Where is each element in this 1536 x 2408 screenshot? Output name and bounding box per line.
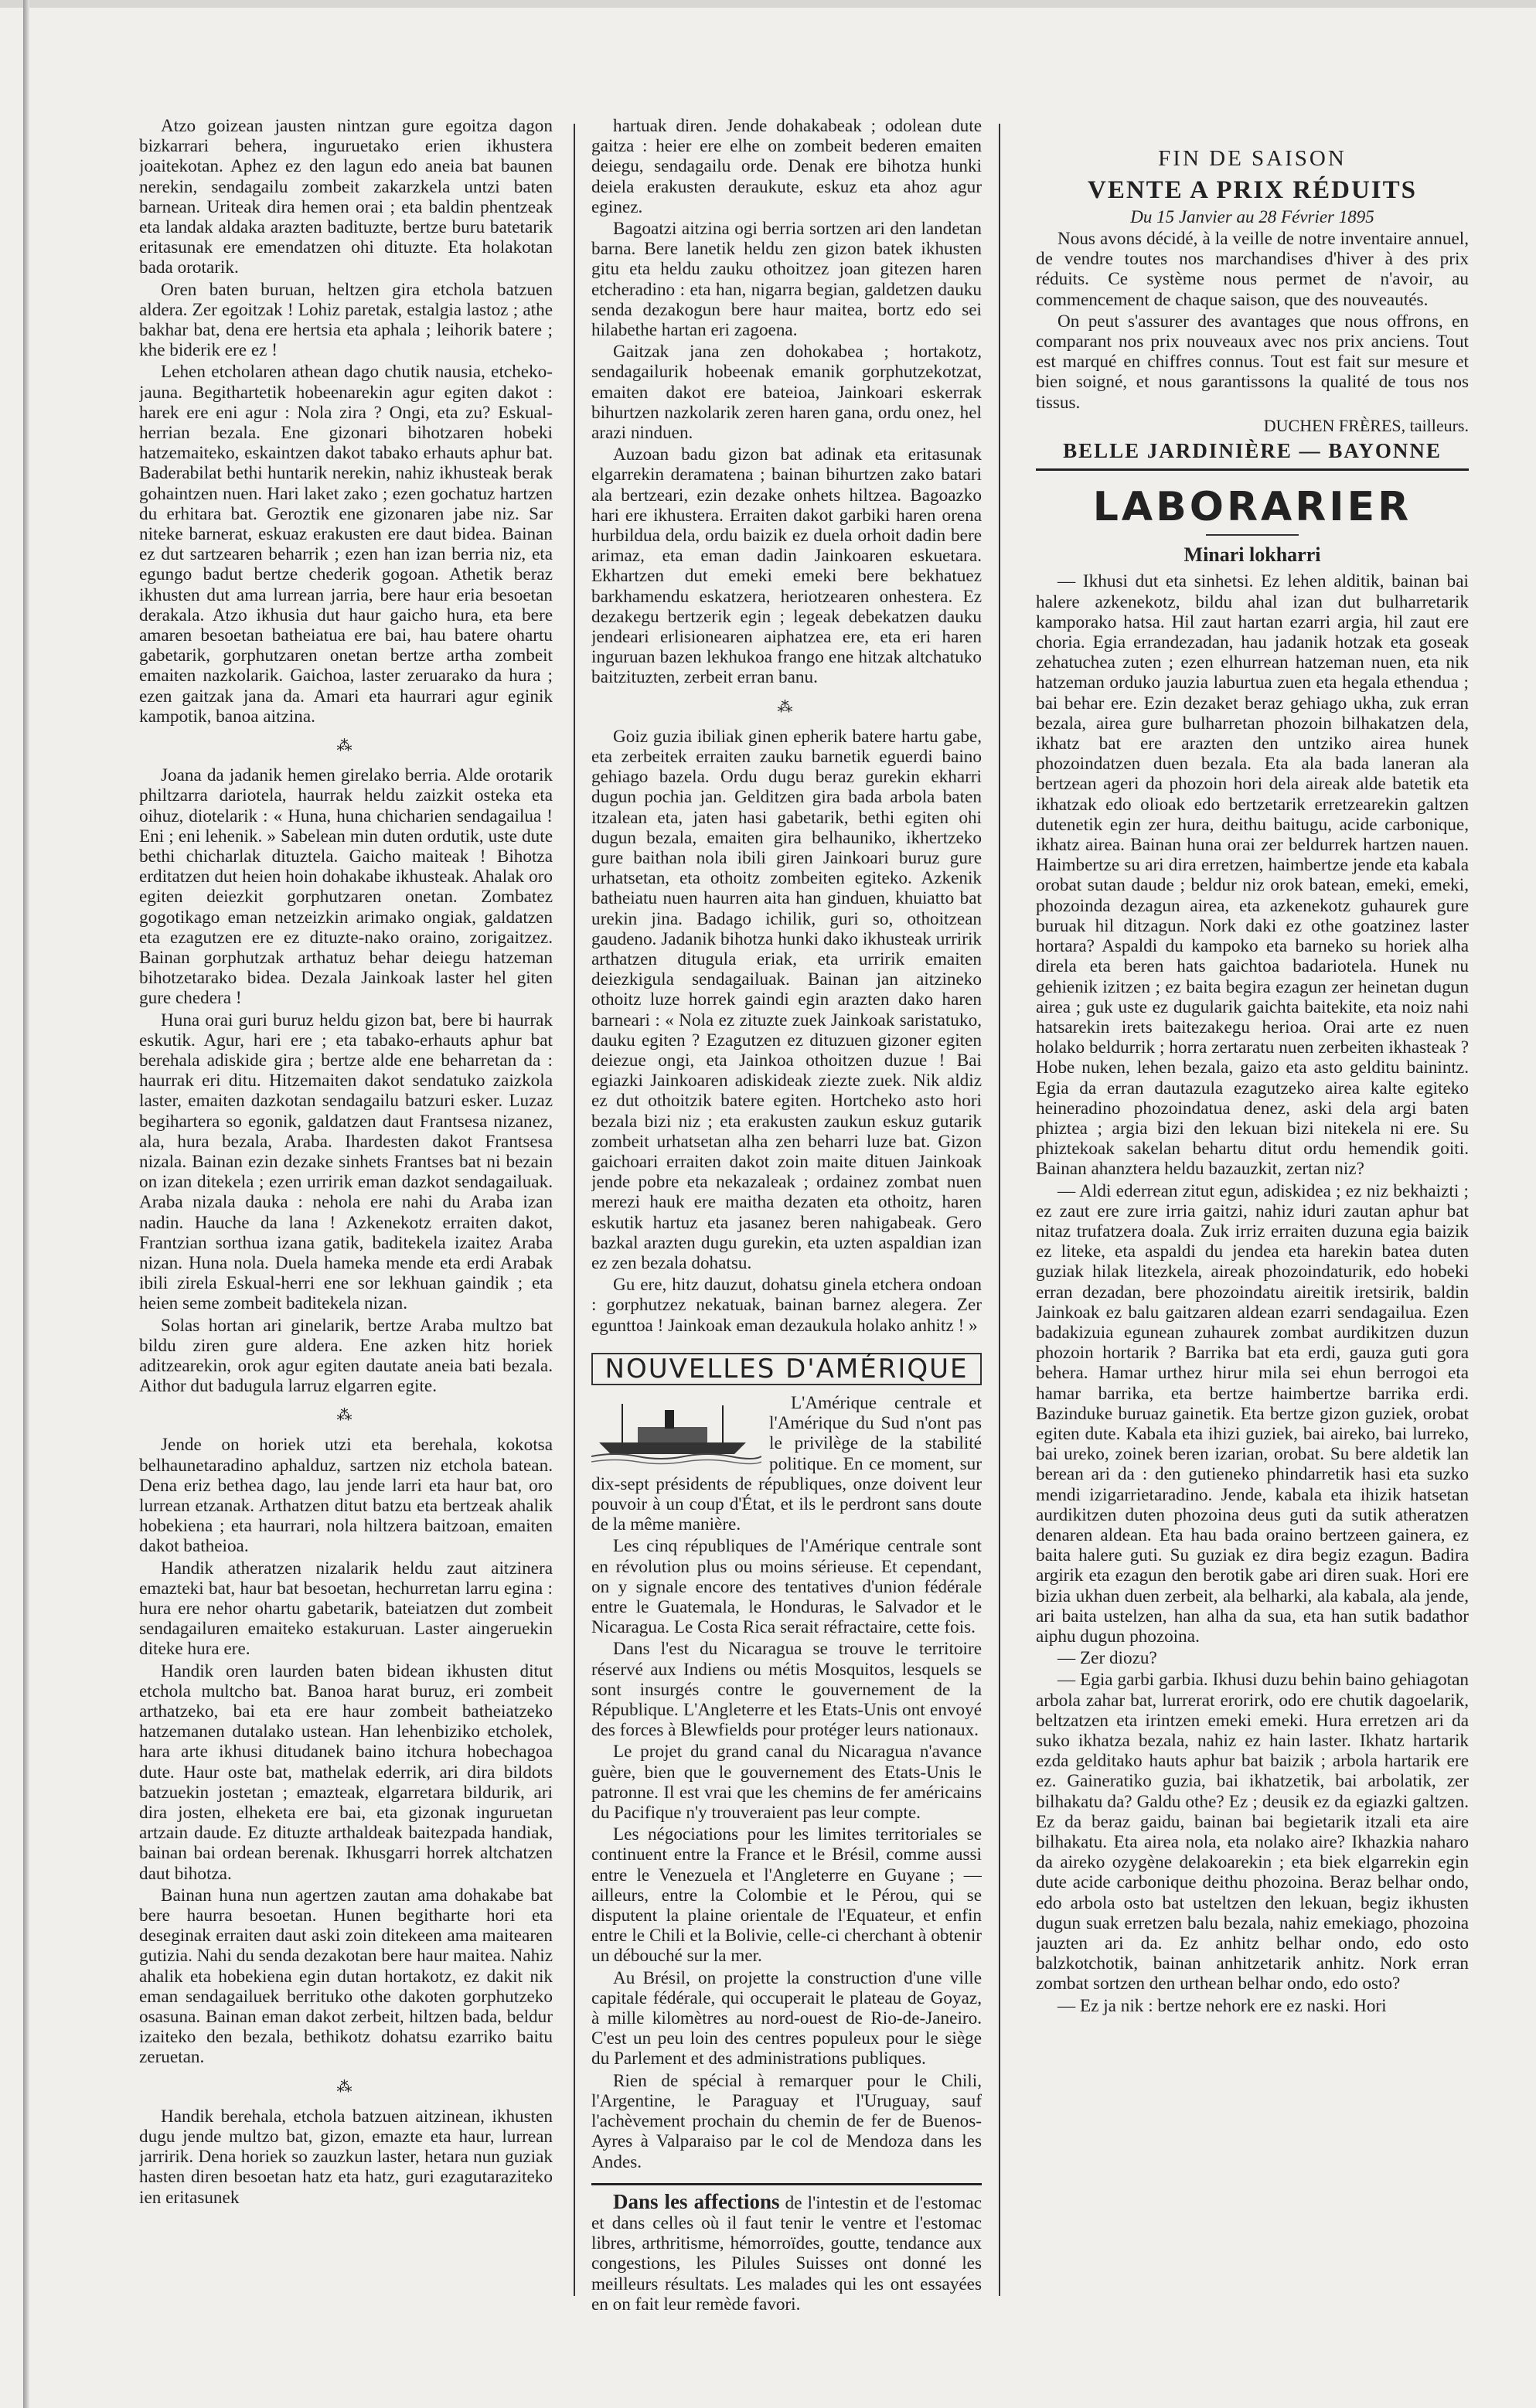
section-separator: ⁂ — [336, 2078, 356, 2096]
ad-paragraph: Nous avons décidé, à la veille de notre inventaire annuel, de vendre toutes nos marchandises d'hiver à des prix réduits. Ce système nous permet de n'avoir, au commencement de chaque saison, que des nouveautés. — [1036, 229, 1469, 310]
section-bar — [591, 2183, 982, 2185]
paragraph: Handik berehala, etchola batzuen aitzinean, ikhusten dugu jende multzo bat, gizon, emazte eta haur, lurrean jarririk. Dena horiek so zauzkun laster, hetara nun guziak hasten diren besoetan hatz eta hatz, guri ezagutaraziteko ien eritasunek — [139, 2106, 553, 2208]
ad-dates: Du 15 Janvier au 28 Février 1895 — [1130, 207, 1374, 226]
section-separator: ⁂ — [336, 737, 356, 755]
paragraph: Au Brésil, on projette la construction d'une ville capitale fédérale, qui occuperait le plateau de Goyaz, à mille kilomètres au nord-ouest de Rio-de-Janeiro. C'est un peu loin des centres populeux pour le siège du Parlement et des administrations publiques. — [591, 1967, 982, 2069]
paragraph: Bagoatzi aitzina ogi berria sortzen ari den landetan barna. Bere lanetik heldu zen gizon batek ikhusten gitu eta heldu zauku othoitzez joan gitezen haren etcheradino : eta han, nigarra begian, galdetzen dauku senda dezakogun bere haur maitea, bortz edo sei hilabethe hartan eri zagoena. — [591, 219, 982, 341]
affections-title: Dans les affections — [613, 2189, 780, 2213]
article-subtitle: Minari lokharri — [1184, 543, 1321, 567]
paragraph: Dans l'est du Nicaragua se trouve le territoire réservé aux Indiens ou métis Mosquitos, lesquels se sont insurgés contre le gouvernement de la République. L'Angleterre et les Etats-Unis ont envoyé des forces à Blewfields pour protéger leurs nationaux. — [591, 1639, 982, 1741]
paragraph: Le projet du grand canal du Nicaragua n'avance guère, bien que le gouvernement des Etats-Unis le patronne. Il est vrai que les chemins de fer américains du Pacifique n'y trouveraient pas leur compte. — [591, 1742, 982, 1824]
steamship-illustration — [591, 1396, 761, 1466]
paragraph: Atzo goizean jausten nintzan gure egoitza dagon bizkarrari behera, inguruetako erien ikhustera joaitekotan. Aphez ez den lagun edo aneia bat baunen nerekin, sendagailu zombeit zakarzkela untzi baten barnean. Uriteak dira hemen orai ; eta baldin phentzeak eta landak aldaka arazten badituzte, bertze buru batetarik eritasunak ere emendatzen ohi dituzte. Eta holakotan bada orotarik. — [139, 116, 553, 278]
ad-signature: DUCHEN FRÈRES, tailleurs. — [1263, 415, 1469, 435]
paragraph: hartuak diren. Jende dohakabeak ; odolean dute gaitza : heier ere elhe on zombeit bederen emaiten deiegu, sendagailu orde. Denak ere bihotza hunki deiela erakusten deraukute, eskuz eta ahoz agur eginez. — [591, 116, 982, 217]
paragraph: — Egia garbi garbia. Ikhusi duzu behin baino gehiagotan arbola zahar bat, lurrerat erorirk, odo ere chutik dagoelarik, beltzatzen eta irintzen emeki emeki. Hura erretzen ari da suko ikhatza bezala, nahiz ez hain laster. Ikhatz hartarik ezda gelditako hauts aphur bat baizik ; arbola hartarik ere ez. Gaineratiko guzia, bai ikhatzetik, bai arbolatik, zer bilhakatu da? Galdu othe? Ez ; deusik ez da egiazki galtzen. Ez da beraz gaidu, bainan bai begietarik itzali eta aire bilhakatu. Eta airea nola, eta nolako aire? Ikhazkia naharo da aireko ozygène delakoarekin ; eta biek elgarrekin egin dute acide carbonique deithu phozoina. Beraz belhar ondo, edo arbola osto bat usteltzen den lekuan, begiz ikhusten dugun suak erretzen balu bezala, nahiz emekiago, phozoina jauzten ari da. Ez anhitz belhar ondo, edo osto balzkotchotik, bainan anhitzetarik anhitz. Nork erran zombat sortzen den urthean belhar ondo, edo osto? — [1036, 1670, 1469, 1994]
page-top-edge — [0, 0, 1536, 8]
paragraph: Les négociations pour les limites territoriales se continuent entre la France et le Brésil, comme aussi entre le Venezuela et l'Angleterre en Guyane ; — ailleurs, entre la Colombie et le Pérou, qui se disputent la plaine orientale de l'Equateur, et enfin entre le Chili et la Bolivie, celle-ci cherchant à obtenir un débouché sur la mer. — [591, 1824, 982, 1967]
column-rule-1 — [574, 124, 575, 2296]
paragraph: Solas hortan ari ginelarik, bertze Araba multzo bat bildu ziren gure aldera. Ene azken hitz horiek aditzearekin, orok agur egiten dautate aneia bati bezala. Aithor dut badugula larruz elgarren egite. — [139, 1315, 553, 1397]
section-masthead: LABORARIER — [1092, 484, 1412, 531]
paragraph: Gu ere, hitz dauzut, dohatsu ginela etchera ondoan : gorphutzez nekatuak, bainan barnez alegera. Zer egunttoa ! Jainkoak eman dezaukula holako anhitz ! » — [591, 1275, 982, 1336]
section-separator: ⁂ — [777, 698, 796, 716]
paragraph: Lehen etcholaren athean dago chutik nausia, etcheko-jauna. Begithartetik hobeenarekin agur egiten dakot : harek ere eni agur : Nola zira ? Ongi, eta zu? Eskual-herrian bezala. Ene gizonari bihotzaren hobeki hatzemaiteko, eskaintzen dakot tabako erhauts aphur bat. Baderabilat bethi huntarik nerekin, nahiz ikhusteak berak gohaintzen nuen. Hari laket zako ; ezen gochatuz hartzen du erhitara bat. Geroztik ene gizonaren jabe niz. Sar niteke barnerat, eskuaz erakusten ere daut bidea. Bainan ez dut sartzearen beharrik ; ezen han izan berria niz, eta egungo badut bertze chederik gogoan. Athetik beraz ikhusten dut ama lurrean jarria, bere haur eria besoetan derakala. Atzo ikhusia dut haur gaicho hura, eta bere amaren besoetan batheiatua ere bai, hau batere ohartu gabetarik, gorphutzaren onetan bertze artha zombeit emaiten nazkolarik. Gaichoa, laster zeruarako da hura ; ezen gaitzak jana da. Amari eta haurrari agur eginik kampotik, banoa aitzina. — [139, 362, 553, 727]
paragraph: Auzoan badu gizon bat adinak eta eritasunak elgarrekin deramatena ; bainan bihurtzen zako batari ala bertzeari, ezin dezake onhets hiltzea. Bagoazko hari ere ikhustera. Erraiten dakot garbiki haren orena hurbildua dela, ordu baizik ez duela orhoit dadin bere arimaz, eta eman dadin Jainkoaren eskuetara. Ekhartzen dut emeki emeki bere bekhatuez barkhamendu eskatzera, heriotzearen onhestera. Ez dezakegu bertzerik egin ; legeak debekatzen dauku jendeari erlisionearen aiphatzea ere, eta eri haren inguruan bazen lekhukoa frango ene hitzak altchatuko baitzituzten, zerbeit erran banu. — [591, 444, 982, 688]
paragraph: Handik oren laurden baten bidean ikhusten ditut etchola multcho bat. Banoa harat buruz, eri zombeit arthatzeko, bai eta ere haur zombeit batheiatzeko hatzemanen dutalako ustean. Han lehenbiziko etcholek, hara arte ikhusi ditudanek baino itchura hobechagoa dute. Haur oste bat, mathelak ederrik, ari dira bildots batzuekin jostetan ; emazteak, elgarretara bildurik, ari dira josten, elheketa ere bai, eta gizonak inguruetan artzain daude. Ez dituzte arthaldeak baitezpada handiak, bainan bai ordean berenak. Ikhusgarri horrek altchatzen daut bihotza. — [139, 1660, 553, 1884]
paragraph: — Zer diozu? — [1057, 1648, 1157, 1669]
column-1 — [139, 116, 553, 2335]
paragraph: Handik atheratzen nizalarik heldu zaut aitzinera emazteki bat, haur bat besoetan, hechurretan larru egina : hura ere nehor ohartu gabetarik, bateiatzen dut zombeit sendagailuren emaiteko estakuruan. Laster aingeruekin diteke hura ere. — [139, 1558, 553, 1660]
masthead-rule — [1206, 534, 1299, 536]
section-separator: ⁂ — [336, 1407, 356, 1425]
paragraph: Oren baten buruan, heltzen gira etchola batzuen aldera. Zer egoitzak ! Lohiz paretak, estalgia lastoz ; athe bakhar bat, dena ere hertsia eta aphala ; leihorik batere ; khe biderik ere ez ! — [139, 279, 553, 361]
ad-shop-name: BELLE JARDINIÈRE — BAYONNE — [1036, 441, 1469, 471]
paragraph: Rien de spécial à remarquer pour le Chili, l'Argentine, le Paraguay et l'Uruguay, sauf l'achèvement prochain du chemin de fer de Buenos-Ayres à Valparaiso par le col de Mendoza dans les Andes. — [591, 2070, 982, 2172]
paragraph: Joana da jadanik hemen girelako berria. Alde orotarik philtzarra dariotela, haurrak heldu zaizkit osteka eta oihuz, diotelarik : « Huna, huna chicharien sendagailua ! Eni ; eni lehenik. » Sabelean min duten ordutik, uste dute bethi chicharlak dituztela. Gaicho maiteak ! Bihotza erditatzen dut heien hoin dohakabe ikhusteak. Ahalak oro egiten deiezkit gorphutzaren onetan. Zombatez gogotikago eman netzeizkin arimako ongiak, galdatzen eta ezagutzen ere ez dituzte-nako oraino, zorigaitzez. Bainan gorphutzak arthatuz behar deiegu hatzeman bihotzetarako bidea. Dezala Jainkoak laster hel giten gure chedera ! — [139, 765, 553, 1009]
ad-title: FIN DE SAISON — [1158, 146, 1347, 171]
paragraph: Huna orai guri buruz heldu gizon bat, bere bi haurrak eskutik. Agur, hari ere ; eta tabako-erhauts aphur bat berehala adiskide gira ; bertze alde ene beharretan da : haurrak eri ditu. Hitzemaiten dakot sendatuko zaizkola laster, emaiten dazkotan sendagailu batzuri esker. Luzaz begihartera so egonik, galdatzen daut Frantsesa nizanez, ala, hura bezala, Araba. Ihardesten dakot Frantsesa nizala. Bainan ezin dezake sinhets Frantses bat ni bezain on izan ditekela ; ezen urririk eman dazkot sendagailuak. Araba nizala dauka : nehola ere nahi du Araba izan nadin. Hauche da lana ! Azkenekotz erraiten dakot, Frantzian sorthua izana gatik, baditekela izaitez Araba nizan. Huna nola. Duela hameka mende eta erdi Arabak ibili zirela Eskual-herri ene sor lekhuan gaindik ; eta heien seme zombeit baditekela nizan. — [139, 1010, 553, 1314]
column-rule-2 — [999, 124, 1000, 2296]
affections-ad — [591, 2189, 982, 2314]
paragraph: Bainan huna nun agertzen zautan ama dohakabe bat bere haurra besoetan. Hunen begitharte hori eta deseginak erraiten daut aski zoin ditekeen ama maitearen gutizia. Nahi du senda dezakotan bere haur maitea. Nahiz ahalik eta hobekiena egin dutan hortakotz, ez dakit nik eman sendagailuek berrituko othe dakoten gorphutzeko osasuna. Bainan eman dakot zerbeit, hiltzen bada, beldur izaiteko den bezala, bethikotz dohatsu ezarriko baitu zeruetan. — [139, 1885, 553, 2068]
paragraph: — Ez ja nik : bertze nehork ere ez naski. Hori — [1057, 1995, 1387, 2016]
affections-text: de l'intestin et de l'estomac et dans celles où il faut tenir le ventre et l'estomac libres, arthritisme, hémorroïdes, goutte, tendance aux congestions, les Pilules Suisses ont donné les meilleurs résultats. Les malades qui les ont essayées en on fait leur remède favori. — [591, 2192, 982, 2314]
page-binding-edge — [23, 0, 29, 2408]
paragraph: Goiz guzia ibiliak ginen epherik batere hartu gabe, eta zerbeitek erraiten zauku barnetik eguerdi baino gehiago bazela. Ordu dugu beraz gurekin ekharri dugun pochia jan. Gelditzen gira bada arbola baten itzalean eta, jaten hasi gabetarik, bethi egiten ohi dugun bezala, emaiten gira belhauniko, ikhertzeko gure baithan nola ibili giren Jainkoari buruz gure urhatsetan, eta othoitz zombeiten egiteko. Azkenik batheiatu nuen haurren aita han ginduen, khuiatto bat urekin jina. Badago ichilik, guri so, othoitzean gaudeno. Jadanik bihotza hunki dako ikhusteak urririk arthatzen ditugula eriak, eta urririk emaiten deiezkigula sendagailuak. Bainan jan aitzineko othoitz luze horrek gaindi egin arazten dako haren barneari : « Nola ez zituzte zuek Jainkoak saristatuko, dauku egiten ? Ezagutzen ez dituzuen gizoner egiten deiezue ongi, eta Jainkoa othoitzen duzue ! Bai egiazki Jainkoaren adiskideak ziezte zuek. Nik aldiz ez dut othoitzik batere egiten. Hortcheko asto hori bezala bizi niz ; eta erakusten zaukun eskuz gutarik zombeit urhatsetan alha zen beharri luze bat. Gizon gaichoari erraiten dakot zoin maite dituen Jainkoak jende pobre eta nekazaleak ; ordainez zombat nuen merezi hauk ere maitha dezaten eta othoitz, haren eskutik hartuz eta jasanez beren nahigabeak. Gero bazkal arazten dugu gurekin, eta uzten aspaldian izan ez zen bezala dohatsu. — [591, 726, 982, 1273]
ad-paragraph: On peut s'assurer des avantages que nous offrons, en comparant nos prix nouveaux avec nos prix anciens. Tout est marqué en chiffres connus. Tout est fait sur mesure et bien soigné, et nous garantissons la qualité de tous nos tissus. — [1036, 311, 1469, 413]
column-2 — [591, 116, 982, 2335]
paragraph: L'Amérique centrale et l'Amérique du Sud n'ont pas le privilège de la stabilité politique. En ce moment, sur dix-sept présidents de républiques, onze doivent leur pouvoir à un coup d'État, et ils le perdront sans doute de la même manière. — [591, 1392, 982, 1535]
nouvelles-heading: NOUVELLES D'AMÉRIQUE — [591, 1353, 982, 1385]
paragraph: — Aldi ederrean zitut egun, adiskidea ; ez niz bekhaizti ; ez zaut ere zure irria gaitzi, nahiz iduri zautan aphur bat nitaz trufatzera doala. Zuk irriz erraiten duzuna egia baizik ez liteke, eta aspaldi du jendea eta harekin batea duten guziak hilak litezkela, aireak phozoindaturik, edo hobeki erran dezadan, bere phozoindatu aireitik iretsirik, baldin Jainkoak ez balu gaitzaren aldean ezarri sendagailua. Ezen badakizuia egunean zuhaurek zombat aurdikitzen duzun phozoin hortarik ? Barrika bat eta erdi, gauza guti gora behera. Hamar urthez hirur mila sei ehun berrogoi eta hamar barrika, eta bertze haimbertze barrika erdi. Bazinduke buruaz gainetik. Eta bertze gizon guziek, orobat egiten dute. Kabala eta ihizi guziek, bai aireko, bai lurreko, bai ureko, zoinek beren izarian, orobat. Su bere aldetik lan berean ari da : den gutieneko phindarretik hasi eta suzko mendi izigarrietaradino. Jende, kabala eta ihizik hatsetan aurdikitzen duten phozoina deus guti da sutik atheratzen denaren aldean. Eta hau bada oraino bertzeen gainera, ez baita halere guti. Su guziak ez dira begiz ezagun. Badira argirik eta ezagun den berotik gabe ari diren suak. Hori ere bizia ukhan duen zerbeit, ala belharki, ala kabala, ala jende, ari baita ustelzen, han alha da sua, eta han sutik badathor aiphu dugun phozoina. — [1036, 1180, 1469, 1647]
column-3 — [1036, 116, 1469, 2335]
paragraph: Jende on horiek utzi eta berehala, kokotsa belhaunetaradino aphalduz, sartzen niz etchola batean. Dena eriz bethea dago, lau jende larri eta haur bat, oro lurrean etzanak. Arthatzen ditut batzu eta bertzeak ahalik hobekiena ; eta haurrari, nola hiltzera baitzoan, emaiten dakot batheioa. — [139, 1435, 553, 1557]
ad-headline: VENTE A PRIX RÉDUITS — [1087, 176, 1417, 204]
paragraph: — Ikhusi dut eta sinhetsi. Ez lehen alditik, bainan bai halere azkenekotz, bildu ahal izan dut bulharretarik kamporako hatsa. Hil zaut hartan ezarri argia, hil zaut ere choria. Egia errandezadan, hau jadanik hotzak eta goseak zehatuchea zuten ; ezen elhurrean hatzeman nuen, eta nik hatzeman orduko jauzia laburtua zuen eta hegala ethendua ; bai behar ere. Ezin dezaket beraz gehiago ukha, zuk erran bezala, airea gure bulharretan phozoin bilhakatzen dela, ikhatz bat ere arazten den untziko airea hunek phozoindatzen duen bezala. Eta ala bada laneran ala bertzean ageri da phozoin hori dela aireak alde batetik eta ikhatzak edo olioak edo bertzetarik erretzearekin galtzen dutenetik egin zer hura, deithu baitugu, acide carbonique, ikhatz airea. Bainan huna orai zer beldurrek hartzen nauen. Haimbertze su ari dira erretzen, haimbertze jende eta kabala orobat sutan daude ; beldur niz orok batean, emeki, emeki, phozoinda dezagun airea, eta azkenekotz guhaurek gure buruak hil ditzagun. Nork daki ez othe goatzinez laster hortara? Aspaldi du kampoko eta barneko su horiek alha direla eta beren hats gaichtoa badariotela. Hunek nu gehienik izitzen ; ez baita begira ezagun zer heinetan dugun airea ; guk uste ez dugularik gaichta baitekite, eta noiz nahi hatsarekin irets baitezakegu herioa. Orai arte ez nuen holako beldurrik ; horra zertaratu nuen zerbeiten ikhasteak ? Hobe nuken, lehen bezala, gaizo eta asto gelditu bainintz. Egia da erran dautazula ezagutzeko airea kalte egiteko heineradino phozoindatua denez, aski dela argi baten phiztea ; argia bizi den lekuan bizi nitekela ni ere. Su phiztekoak sakelan behartu ditut ordu hemendik goiti. Bainan ahanztera heldu bazauzkit, zertan niz? — [1036, 571, 1469, 1180]
paragraph: Les cinq républiques de l'Amérique centrale sont en révolution plus ou moins sérieuse. Et cependant, on y signale encore des tentatives d'union fédérale entre le Guatemala, le Honduras, le Salvador et le Nicaragua. Le Costa Rica serait réfractaire, cette fois. — [591, 1536, 982, 1638]
paragraph: Gaitzak jana zen dohokabea ; hortakotz, sendagailurik hobeenak emanik gorphutzekotzat, emaiten dakot ere bateioa, Jainkoari eskerrak bihurtzen nazkolarik zeren haren gana, ordu onez, hel arazi ninduen. — [591, 342, 982, 444]
